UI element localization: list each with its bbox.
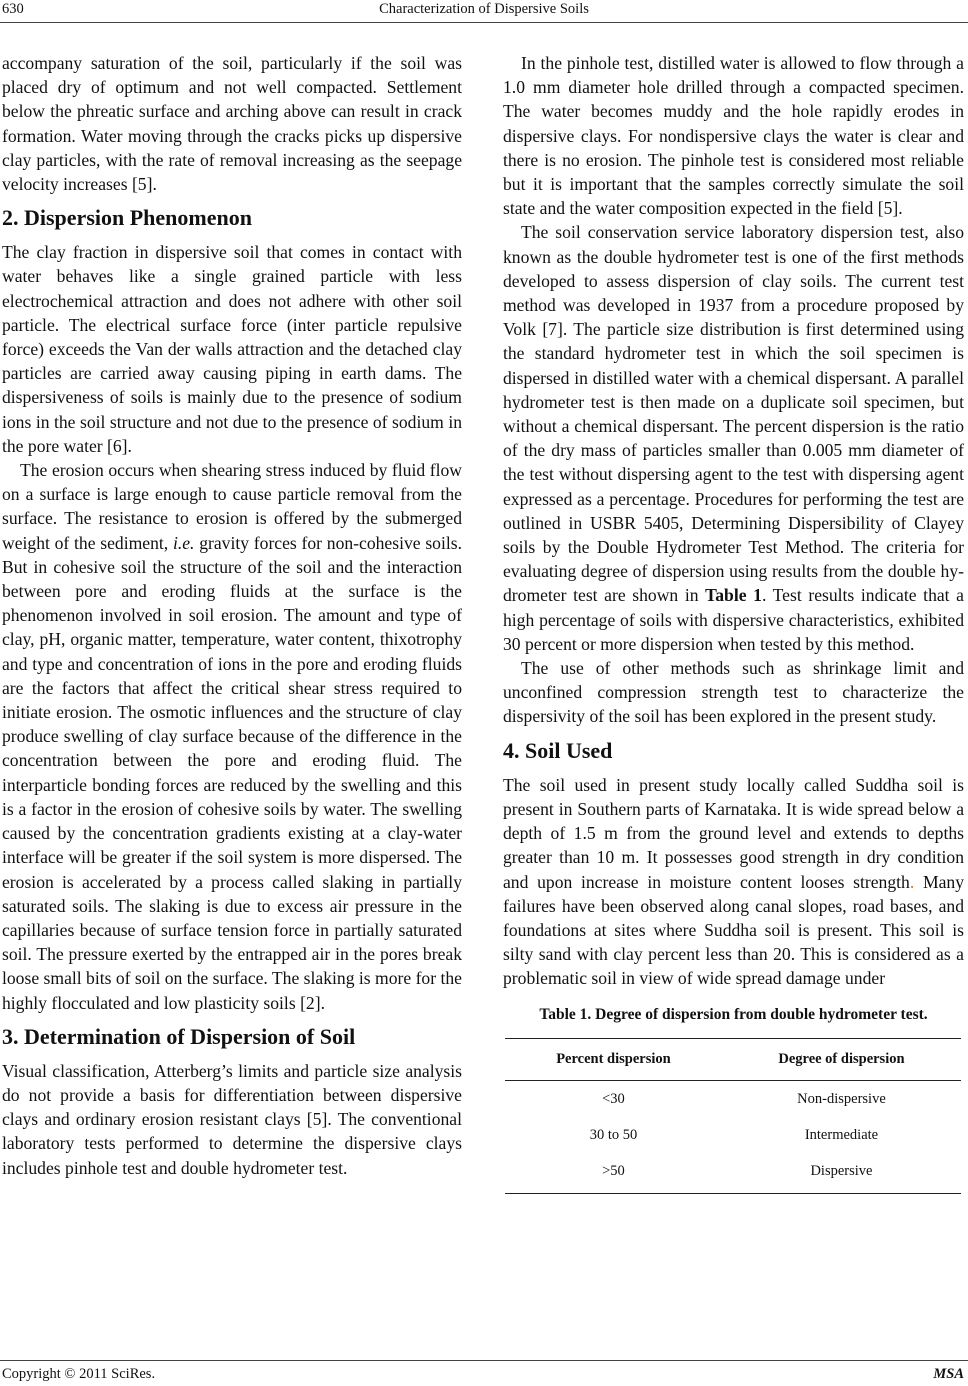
page-header — [0, 0, 968, 22]
table-cell: 30 to 50 — [589, 1127, 638, 1144]
paragraph-soil-used — [503, 773, 964, 991]
section-4-heading: 4. Soil Used — [503, 737, 613, 763]
table-cell: >50 — [505, 1153, 722, 1193]
table-header-cell: Percent dispersion — [505, 1038, 722, 1080]
table-header-cell: Degree of dispersion — [722, 1038, 961, 1080]
table-cell: Intermediate — [804, 1127, 879, 1144]
table-row — [505, 1117, 961, 1153]
journal-name: MSA — [933, 1366, 964, 1382]
paragraph-soil-text-b: Many failures have been observed along canal slopes, road bases, and foundations at sites where Suddha soil is present. This soil is silty sand with clay percent less than 20. This is considered as a problematic soil in view of wide spread damage under — [503, 871, 964, 989]
right-column — [503, 51, 964, 1194]
paragraph-soil-text-a: The soil used in present study locally called Suddha soil is present in Southern parts of Karnataka. It is wide spread below a depth of 1.5 m from the ground level and extends to depths greater than 10 m. It possesses good strength in dry condition and upon increase in moisture content looses strength — [503, 774, 964, 892]
table-1-reference: Table 1 — [705, 585, 762, 606]
table-cell: <30 — [602, 1090, 625, 1107]
paragraph-s2-2 — [2, 458, 462, 1015]
table-1 — [503, 1003, 964, 1194]
copyright-notice: Copyright © 2011 SciRes. — [2, 1366, 156, 1382]
paragraph-double-hydrometer — [503, 220, 964, 656]
table-row — [505, 1080, 961, 1117]
table-1-caption: Table 1. Degree of dispersion from double hydrometer test. — [539, 1005, 928, 1023]
paragraph-s3-1: Visual classification, Atterberg’s limits and particle size analysis do not provide a basis for differentiation between dispersive clays and ordinary erosion resistant clays [5]. The conventional laboratory tests performed to determine the dispersive clays includes pinhole test and double hydrometer test. — [2, 1060, 462, 1178]
table-header-row — [505, 1038, 961, 1080]
table-row — [505, 1153, 961, 1193]
page-number: 630 — [2, 1, 24, 17]
ie-italic: i.e. — [172, 532, 195, 553]
table-cell: Non-dispersive — [797, 1090, 886, 1107]
section-3-heading: 3. Determination of Dispersion of Soil — [2, 1023, 356, 1049]
paragraph-s2-2-text-b: gravity forces for non-cohesive soils. But in cohesive soil the structure of the soil and the interaction between pore and eroding fluids at the surface is the phenomenon involved in soil erosion. The amount and type of clay, pH, organic matter, temperature, water content, thixotrophy and type and concentration of ions in the pore and eroding fluids are the factors that affect the critical shear stress required to initiate erosion. The osmotic influences and the structure of clay produce swelling of clay surface because of the difference in the concentration between the pore and eroding fluid. The interparticle bonding forces are reduced by the swelling and this is a factor in the erosion of cohesive soils by water. The swelling caused by the concentration gradients existing at a clay-water interface will be greater if the soil system is more dispersed. The erosion is accelerated by a process called slaking in partially saturated soils. The slaking is due to excess air pressure in the capillaries because of surface tension force in partially saturated soil. The pressure exerted by the entrapped air in the pores break loose small bits of soil on the surface. The slaking is more for the highly flocculated and low plasticity soils [2]. — [2, 532, 462, 1013]
paragraph-double-text-a: The soil conservation service laboratory dispersion test, also known as the double hydrometer test is one of the first methods developed to assess dispersion of clay soils. The current test method was developed in 1937 from a procedure proposed by Volk [7]. The particle size distribution is first determined using the standard hydrometer test in which the soil specimen is dispersed in distilled water with a chemical dispersant. A parallel hydrometer test is then made on a duplicate soil specimen, but without a chemical dispersant. The percent dispersion is the ratio of the dry mass of particles smaller than 0.005 mm diameter of the test without dispersing agent to the test with dispersing agent expressed as a percentage. Procedures for performing the test are outlined in USBR 5405, Determining Dispersibility of Clayey soils by the Double Hydrometer Test Method. The criteria for evaluating degree of dispersion using results from the double hydrometer test are shown in — [503, 222, 964, 606]
dispersion-table — [505, 1038, 961, 1194]
table-cell: Dispersive — [722, 1153, 961, 1193]
footer-rule — [0, 1360, 968, 1361]
header-rule — [0, 22, 968, 23]
highlighted-period: . — [909, 871, 915, 892]
running-title: Characterization of Dispersive Soils — [379, 1, 589, 17]
left-column — [2, 51, 462, 1180]
section-2-heading: 2. Dispersion Phenomenon — [2, 205, 252, 231]
paragraph-double-text-b: . Test results indicate that a high percentage of soils with dispersive characteristics, exhibited 30 percent or more dispersion when tested by this method. — [503, 585, 964, 654]
paragraph-pinhole: In the pinhole test, distilled water is allowed to flow through a 1.0 mm diameter hole drilled through a compacted specimen. The water becomes muddy and the hole rapidly erodes in dispersive clays. For nondispersive clays the water is clear and there is no erosion. The pinhole test is considered most reliable but it is important that the samples correctly simulate the soil state and the water composition expected in the field [5]. — [503, 53, 964, 219]
paragraph-s2-1: The clay fraction in dispersive soil that comes in contact with water behaves like a single grained particle with less electrochemical attraction and does not adhere with other soil particle. The electrical surface force (inter particle repulsive force) exceeds the Van der walls attraction and the detached clay particles are carried away causing piping in earth dams. The dispersiveness of soils is mainly due to the presence of sodium ions in the soil structure and not due to the presence of sodium in the pore water [6]. — [2, 242, 462, 456]
paragraph-other-methods: The use of other methods such as shrinkage limit and unconfined compression strength test to characterize the dispersivity of the soil has been explored in the present study. — [503, 658, 964, 727]
paragraph-intro: accompany saturation of the soil, particularly if the soil was placed dry of optimum and not well compacted. Settlement below the phreatic surface and arching above can result in crack formation. Water moving through the cracks picks up dispersive clay particles, with the rate of removal increasing as the seepage velocity increases [5]. — [2, 53, 462, 195]
paragraph-s2-2-text-a: The erosion occurs when shearing stress induced by fluid flow on a surface is large enough to cause particle removal from the surface. The resistance to erosion is offered by the submerged weight of the sediment, — [2, 460, 462, 553]
